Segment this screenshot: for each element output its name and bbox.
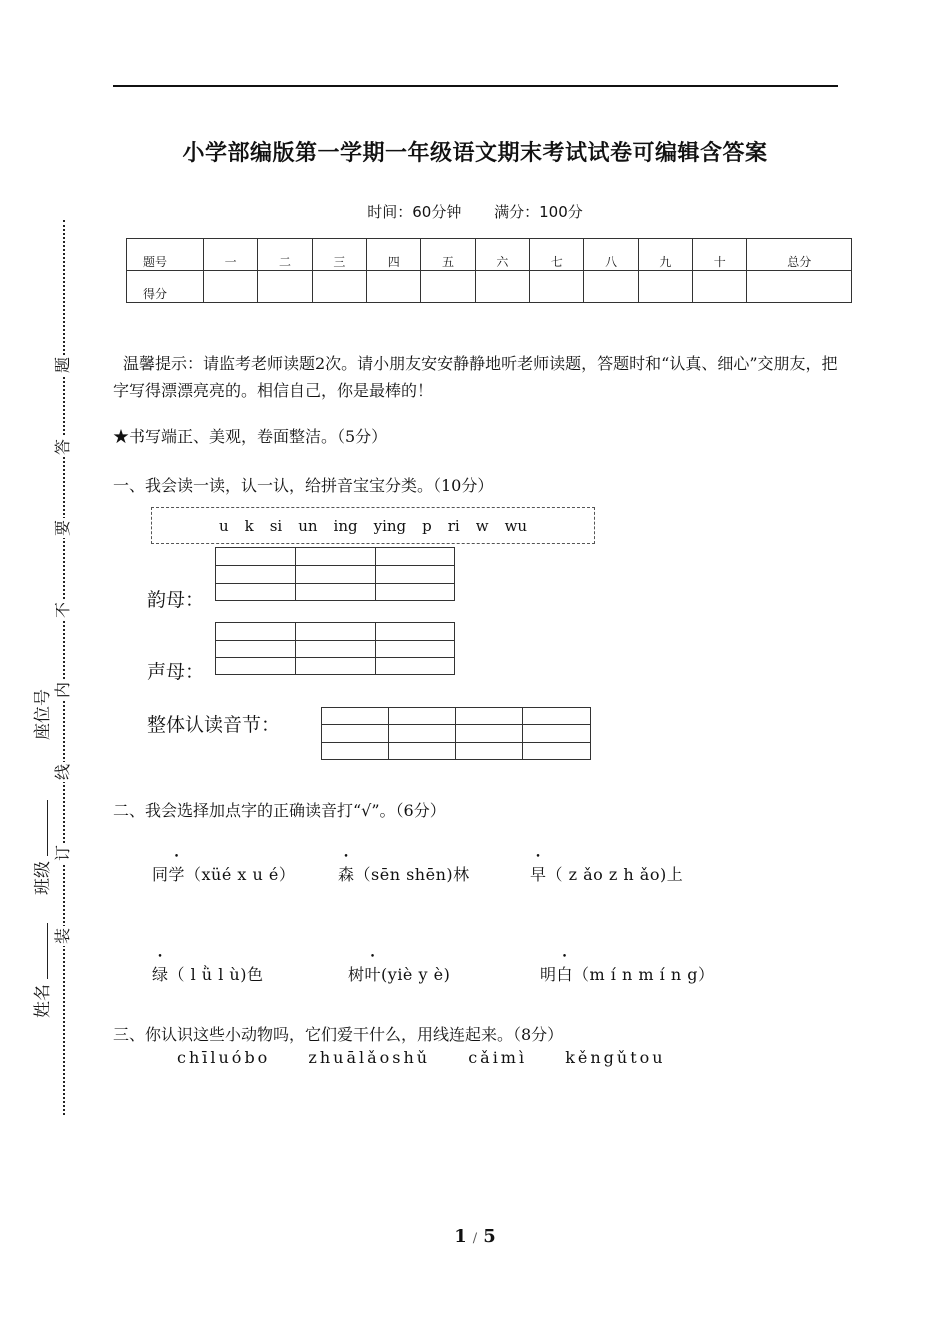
score-cell[interactable] <box>421 271 475 303</box>
col-header: 五 <box>421 239 475 271</box>
answer-cell[interactable] <box>389 725 456 743</box>
page-number <box>0 1226 950 1247</box>
answer-cell[interactable] <box>456 743 523 760</box>
item-options: （xüé x u é） <box>185 865 296 884</box>
dotted-char: 叶 <box>364 965 382 984</box>
answer-cell[interactable] <box>296 658 376 675</box>
answer-cell[interactable] <box>322 725 389 743</box>
dotted-char: 绿 <box>152 965 169 984</box>
dotted-char: 森 <box>338 865 355 884</box>
class-label: 班级 <box>28 800 53 895</box>
score-cell[interactable] <box>530 271 584 303</box>
reading-item-2[interactable] <box>338 862 470 885</box>
class-blank[interactable] <box>47 800 48 856</box>
answer-cell[interactable] <box>296 641 376 658</box>
answer-cell[interactable] <box>376 566 455 584</box>
page-separator: / <box>472 1231 478 1246</box>
item-char: 上 <box>666 865 684 884</box>
pinyin-item: ing <box>333 516 358 535</box>
binding-char: 订 <box>53 845 72 862</box>
binding-char: 要 <box>53 520 72 537</box>
pinyin-item: un <box>298 516 318 535</box>
item-options: （m í n m í n g） <box>573 965 715 984</box>
full-score-label: 满分：100分 <box>494 203 583 221</box>
col-header: 四 <box>367 239 421 271</box>
zhengti-label: 整体认读音节： <box>147 714 281 736</box>
pinyin-item: ri <box>447 516 460 535</box>
current-page: 1 <box>454 1226 467 1247</box>
pinyin-word: cǎimì <box>468 1048 528 1067</box>
pinyin-box <box>151 507 595 544</box>
pinyin-word: zhuālǎoshǔ <box>308 1048 431 1067</box>
item-char: 同 <box>152 865 169 884</box>
item-options: （ z ǎo z h ǎo) <box>546 865 667 884</box>
binding-char: 装 <box>53 928 72 945</box>
time-label: 时间：60分钟 <box>367 203 462 221</box>
answer-cell[interactable] <box>389 708 456 725</box>
pinyin-word: chīluóbo <box>177 1048 271 1067</box>
answer-cell[interactable] <box>523 725 591 743</box>
pinyin-item: u <box>218 516 229 535</box>
reading-item-5[interactable] <box>348 962 450 985</box>
reading-item-6[interactable] <box>540 962 714 985</box>
tip-text: 温馨提示：请监考老师读题2次。请小朋友安安静静地听老师读题，答题时和“认真、细心”交朋友，把字写得漂漂亮亮的。相信自己，你是最棒的！ <box>113 354 838 400</box>
answer-cell[interactable] <box>376 623 455 641</box>
answer-cell[interactable] <box>296 566 376 584</box>
score-cell[interactable] <box>584 271 638 303</box>
section1-title: 一、我会读一读，认一认，给拼音宝宝分类。（10分） <box>113 476 494 495</box>
row-label-score: 得分 <box>127 271 204 303</box>
answer-cell[interactable] <box>216 641 296 658</box>
answer-cell[interactable] <box>523 708 591 725</box>
binding-char: 题 <box>53 357 72 374</box>
yunmu-label: 韵母： <box>147 589 205 611</box>
answer-cell[interactable] <box>376 641 455 658</box>
score-cell[interactable] <box>204 271 258 303</box>
handwriting-note: ★书写端正、美观，卷面整洁。（5分） <box>113 427 388 446</box>
dotted-char: 白 <box>556 965 574 984</box>
dotted-char: 早 <box>530 865 547 884</box>
answer-cell[interactable] <box>216 548 296 566</box>
answer-cell[interactable] <box>456 725 523 743</box>
answer-cell[interactable] <box>322 743 389 760</box>
exam-info <box>0 201 950 222</box>
item-char: 色 <box>246 965 264 984</box>
col-header: 一 <box>204 239 258 271</box>
reading-item-1[interactable] <box>152 862 295 885</box>
seat-number-label: 座位号 <box>33 689 53 740</box>
pinyin-word: kěngǔtou <box>565 1048 666 1067</box>
zhengti-answer-grid <box>321 707 591 760</box>
pinyin-item: w <box>475 516 489 535</box>
row-label-question-number: 题号 <box>127 239 204 271</box>
binding-char: 不 <box>53 602 72 619</box>
page-title: 小学部编版第一学期一年级语文期末考试试卷可编辑含答案 <box>182 141 768 166</box>
score-table-header-row <box>127 239 852 271</box>
answer-cell[interactable] <box>376 584 455 601</box>
col-header: 六 <box>475 239 529 271</box>
section3-title: 三、你认识这些小动物吗，它们爱干什么，用线连起来。（8分） <box>113 1025 564 1044</box>
answer-cell[interactable] <box>322 708 389 725</box>
col-header-total: 总分 <box>747 239 852 271</box>
item-char: 树 <box>348 965 365 984</box>
answer-cell[interactable] <box>296 623 376 641</box>
answer-cell[interactable] <box>376 548 455 566</box>
answer-cell[interactable] <box>216 566 296 584</box>
total-pages: 5 <box>483 1226 496 1247</box>
name-label: 姓名 <box>28 923 53 1018</box>
answer-cell[interactable] <box>376 658 455 675</box>
shengmu-answer-grid <box>215 622 455 675</box>
score-cell[interactable] <box>258 271 312 303</box>
score-cell[interactable] <box>367 271 421 303</box>
answer-cell[interactable] <box>216 584 296 601</box>
shengmu-label: 声母： <box>147 661 205 683</box>
binding-char: 线 <box>53 764 72 781</box>
score-cell-total[interactable] <box>747 271 852 303</box>
col-header: 二 <box>258 239 312 271</box>
top-rule <box>113 85 838 87</box>
pinyin-item: p <box>422 516 432 535</box>
pinyin-item: si <box>269 516 283 535</box>
answer-cell[interactable] <box>456 708 523 725</box>
score-cell[interactable] <box>638 271 692 303</box>
binding-char: 答 <box>53 439 72 456</box>
answer-cell[interactable] <box>216 623 296 641</box>
item-char: 明 <box>540 965 557 984</box>
pinyin-item: k <box>244 516 254 535</box>
score-cell[interactable] <box>312 271 366 303</box>
col-header: 十 <box>693 239 747 271</box>
score-cell[interactable] <box>693 271 747 303</box>
pinyin-item: ying <box>373 516 407 535</box>
item-char: 林 <box>453 865 470 884</box>
answer-cell[interactable] <box>296 548 376 566</box>
answer-cell[interactable] <box>389 743 456 760</box>
score-cell[interactable] <box>475 271 529 303</box>
section2-title: 二、我会选择加点字的正确读音打“√”。（6分） <box>113 801 446 820</box>
binding-char: 内 <box>53 682 72 699</box>
col-header: 八 <box>584 239 638 271</box>
col-header: 九 <box>638 239 692 271</box>
col-header: 七 <box>530 239 584 271</box>
reading-item-4[interactable] <box>152 962 263 985</box>
pinyin-item: wu <box>504 516 528 535</box>
answer-cell[interactable] <box>296 584 376 601</box>
item-options: （ l ǜ l ù) <box>168 965 247 984</box>
yunmu-answer-grid <box>215 547 455 601</box>
item-options: （sēn shēn) <box>354 865 454 884</box>
item-options: (yiè y è) <box>381 965 451 984</box>
answer-cell[interactable] <box>523 743 591 760</box>
section3-pinyin-row <box>177 1048 696 1067</box>
name-blank[interactable] <box>47 923 48 979</box>
col-header: 三 <box>312 239 366 271</box>
answer-cell[interactable] <box>216 658 296 675</box>
score-table-score-row <box>127 271 852 303</box>
reading-item-3[interactable] <box>530 862 683 885</box>
dotted-char: 学 <box>168 865 186 884</box>
score-table <box>126 238 852 303</box>
